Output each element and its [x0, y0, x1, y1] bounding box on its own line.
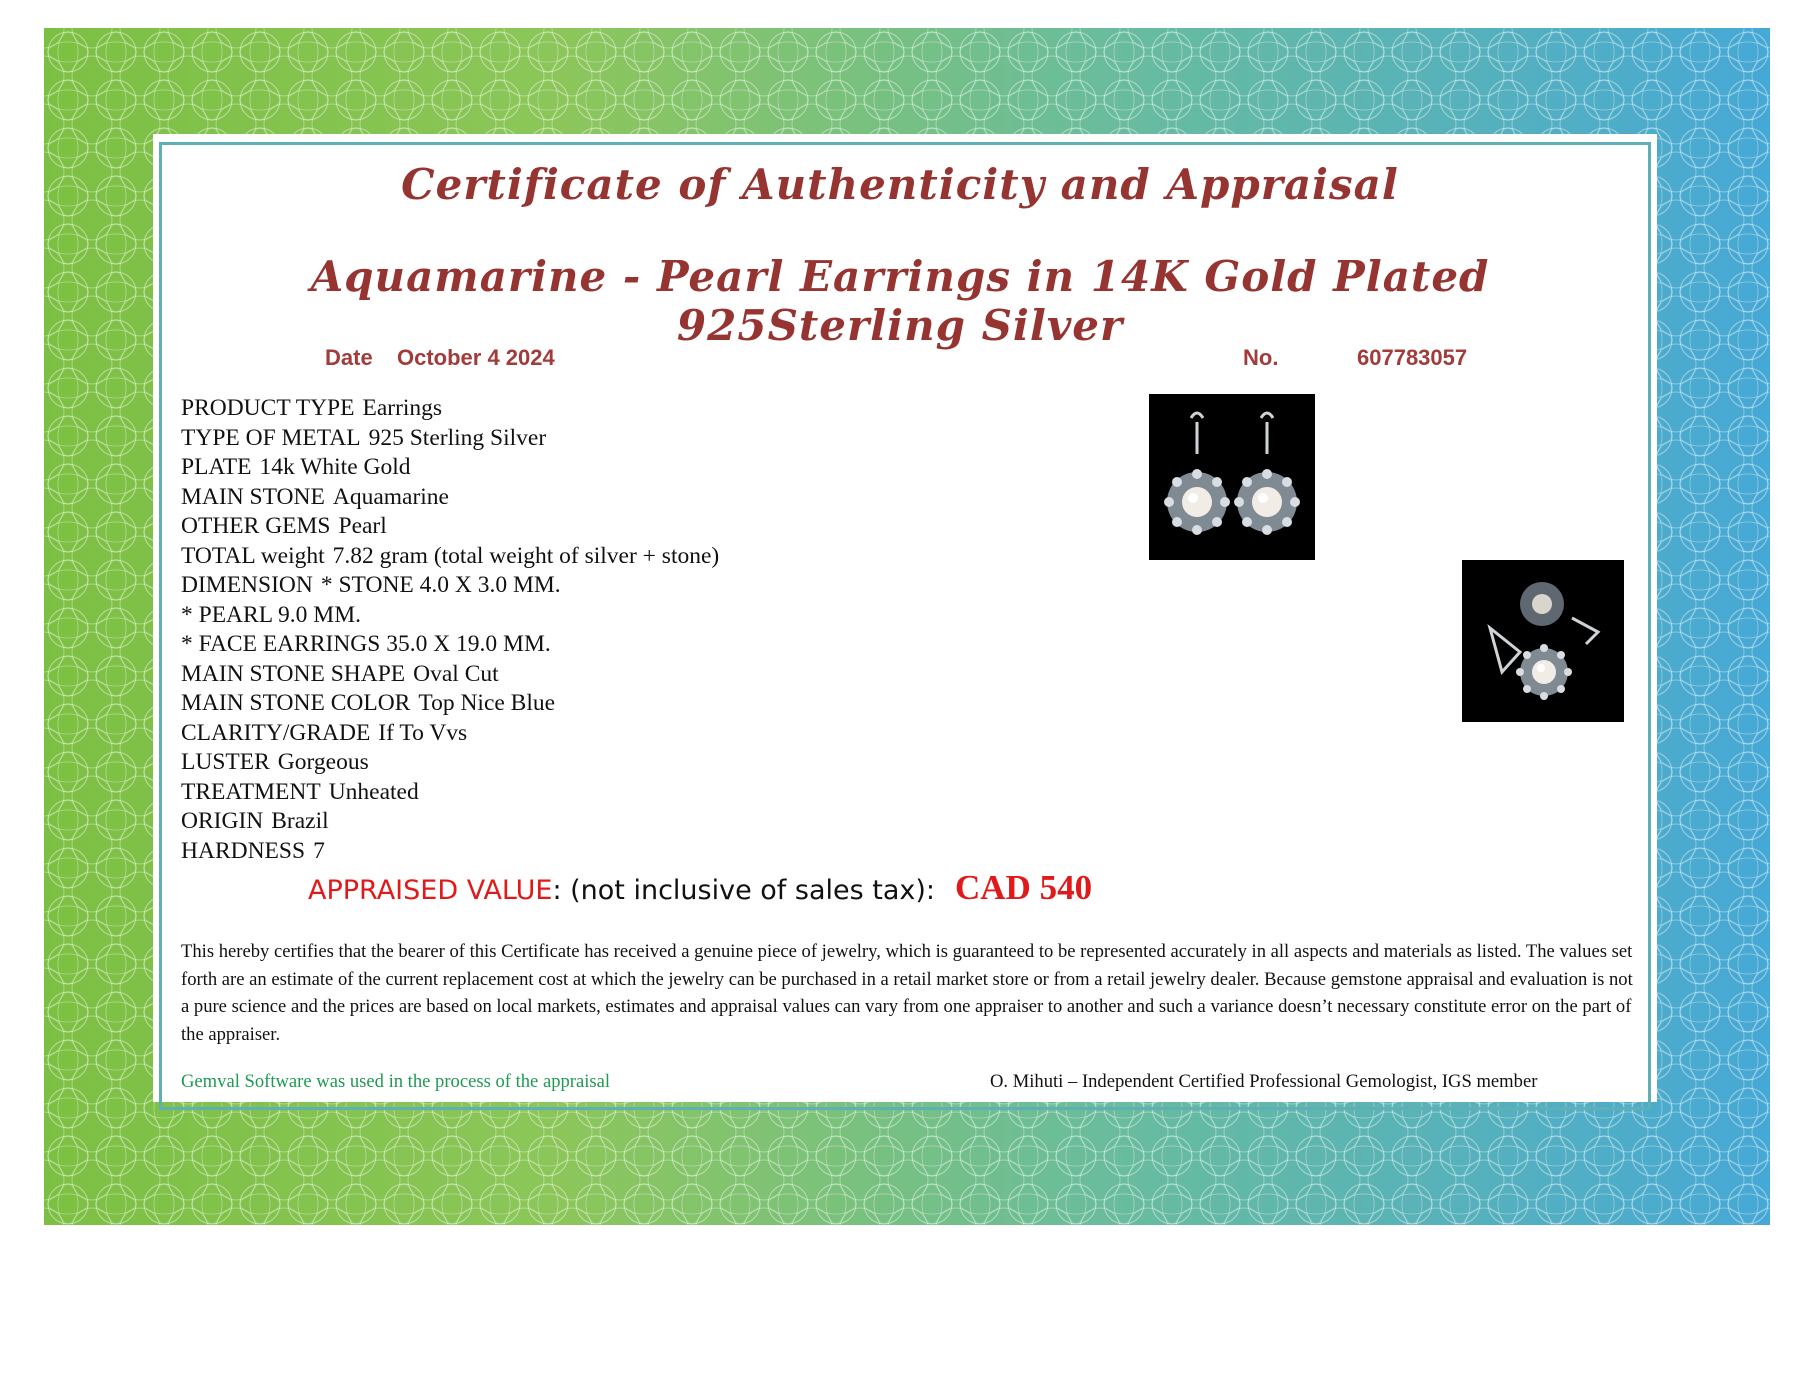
detail-row: * PEARL 9.0 MM.	[181, 601, 361, 628]
number-value: 607783057	[1357, 345, 1468, 370]
appraised-value-line	[308, 868, 1092, 908]
detail-row: MAIN STONE COLOR Top Nice Blue	[181, 690, 556, 716]
date-value: October 4 2024	[397, 345, 555, 370]
detail-row: MAIN STONE SHAPE Oval Cut	[181, 660, 499, 687]
detail-row: HARDNESS 7	[181, 837, 325, 864]
detail-row: OTHER GEMS Pearl	[181, 513, 387, 539]
appraised-amount: CAD 540	[955, 868, 1093, 907]
detail-row: LUSTER Gorgeous	[181, 749, 369, 775]
detail-row: ORIGIN Brazil	[181, 808, 329, 834]
date-label: Date	[325, 345, 373, 370]
appraised-label: APPRAISED VALUE	[308, 875, 553, 906]
product-title: Aquamarine - Pearl Earrings in 14K Gold Plated 925Sterling Silver	[310, 252, 1490, 350]
detail-row: MAIN STONE Aquamarine	[181, 483, 449, 510]
number-label: No.	[1243, 345, 1279, 370]
detail-row: TOTAL weight 7.82 gram (total weight of silver + stone)	[181, 542, 720, 569]
detail-row: * FACE EARRINGS 35.0 X 19.0 MM.	[181, 631, 551, 657]
certification-statement: This hereby certifies that the bearer of this Certificate has received a genuine piece of jewelry, which is guaranteed to be represented accurately in all aspects and materials as listed. The values set forth are an estimate of the current replacement cost at which the jewelry can be purchased in a retail market store or from a retail jewelry dealer. Because gemstone appraisal and evaluation is not a pure science and the prices are based on local markets, estimates and appraisal values can vary from one appraiser to another and such a variance doesn’t necessary constitute error on the part of the appraiser.	[181, 941, 1633, 1045]
software-note: Gemval Software was used in the process of the appraisal	[181, 1071, 611, 1092]
earrings-front-photo	[1149, 394, 1315, 560]
detail-row: TYPE OF METAL 925 Sterling Silver	[181, 424, 547, 451]
certificate-title: Certificate of Authenticity and Appraisal	[401, 160, 1399, 209]
detail-row: CLARITY/GRADE If To Vvs	[181, 719, 468, 746]
detail-row: DIMENSION * STONE 4.0 X 3.0 MM.	[181, 572, 561, 598]
detail-row: PRODUCT TYPE Earrings	[181, 395, 443, 421]
appraiser-signature: O. Mihuti – Independent Certified Professional Gemologist, IGS member	[990, 1071, 1538, 1092]
appraised-note: : (not inclusive of sales tax):	[552, 875, 935, 906]
detail-row: PLATE 14k White Gold	[181, 454, 411, 480]
details-list	[181, 394, 719, 866]
detail-row: TREATMENT Unheated	[181, 778, 419, 805]
earrings-side-photo	[1462, 560, 1624, 722]
